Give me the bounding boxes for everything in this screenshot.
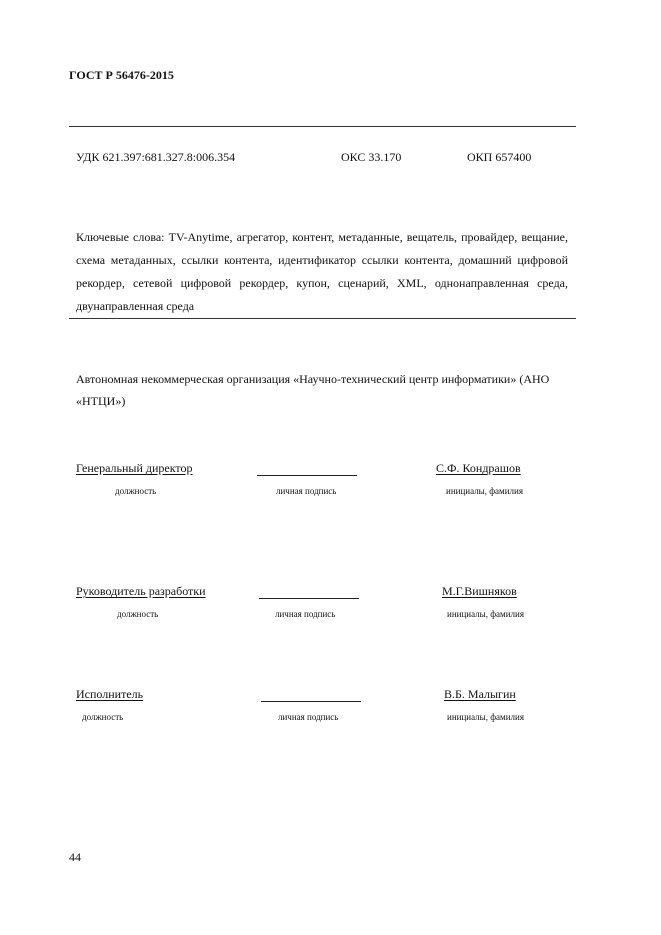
signature-caption-3: личная подпись [278, 712, 339, 722]
signature-name-2: М.Г.Вишняков [442, 584, 517, 598]
name-caption-1: инициалы, фамилия [446, 486, 523, 496]
signature-name-1: С.Ф. Кондрашов [436, 461, 521, 475]
oks-code: ОКС 33.170 [341, 150, 402, 164]
signature-position-3: Исполнитель [76, 687, 144, 701]
document-header: ГОСТ Р 56476-2015 [69, 68, 174, 82]
signature-line-1 [257, 475, 357, 476]
position-caption-2: должность [117, 609, 159, 619]
name-caption-3: инициалы, фамилия [447, 712, 524, 722]
signature-position-1: Генеральный директор [76, 461, 193, 475]
signature-caption-1: личная подпись [276, 486, 337, 496]
name-caption-2: инициалы, фамилия [447, 609, 524, 619]
top-rule [69, 126, 576, 127]
signature-name-3: В.Б. Малыгин [444, 687, 516, 701]
position-caption-1: должность [115, 486, 157, 496]
keywords-paragraph: Ключевые слова: TV-Anytime, агрегатор, контент, метаданные, вещатель, провайдер, вещание, схема метаданных, ссылки контента, идентификатор ссылки контента, домашний цифровой рекордер, сетевой цифровой рекордер, купон, сценарий, XML, однонаправленная среда, двунаправленная среда [76, 230, 568, 313]
signature-caption-2: личная подпись [275, 609, 336, 619]
signature-line-2 [259, 598, 359, 599]
page-number: 44 [69, 850, 81, 864]
bottom-rule [69, 318, 576, 319]
udk-code: УДК 621.397:681.327.8:006.354 [76, 150, 236, 164]
okp-code: ОКП 657400 [467, 150, 532, 164]
organization-name: Автономная некоммерческая организация «Научно-технический центр информатики» (АНО «НТЦИ») [76, 372, 550, 408]
signature-position-2: Руководитель разработки [76, 584, 206, 598]
position-caption-3: должность [82, 712, 124, 722]
signature-line-3 [261, 701, 361, 702]
